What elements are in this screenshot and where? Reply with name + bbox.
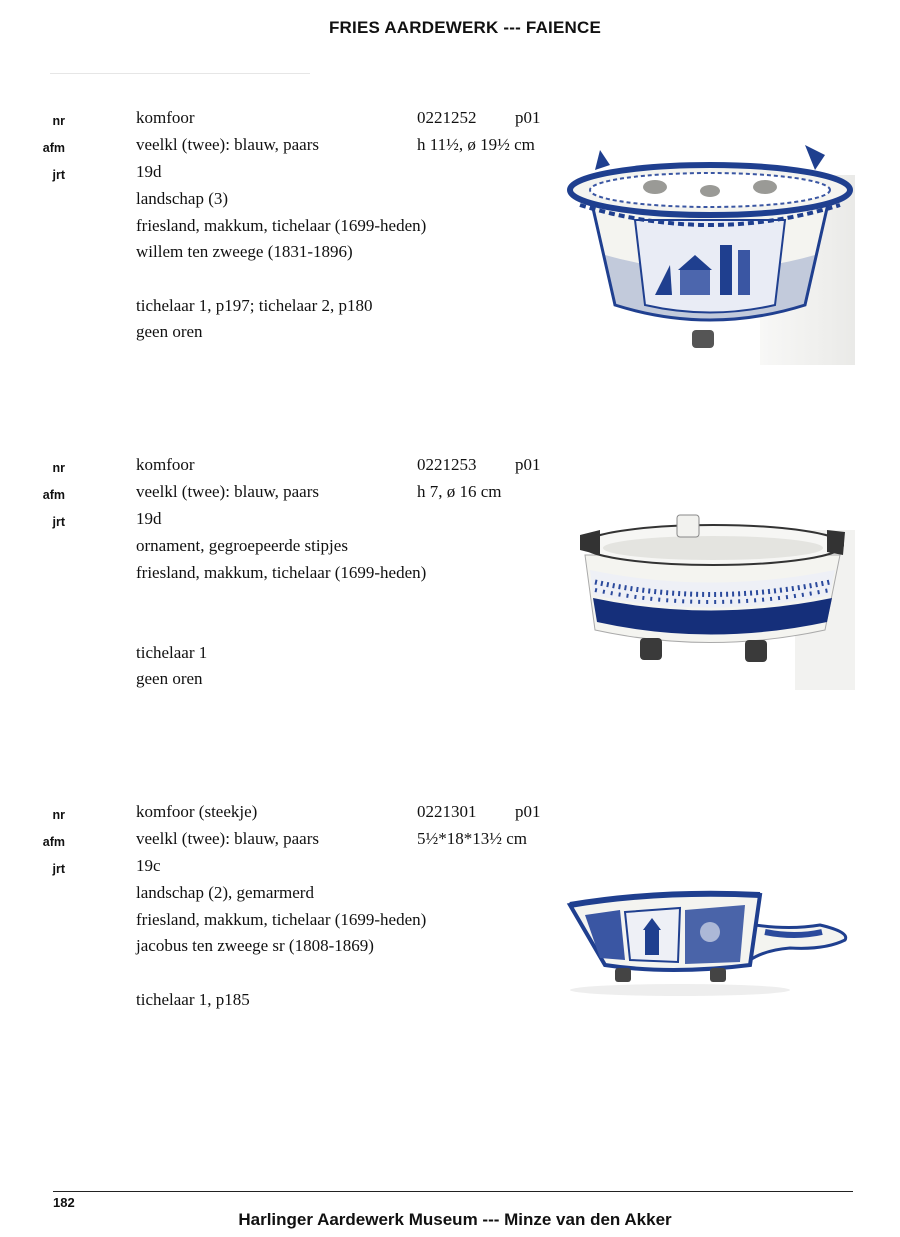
value-literatuur: tichelaar 1 bbox=[136, 643, 208, 662]
label-nr: nr bbox=[52, 461, 65, 475]
value-afm: 5½*18*13½ cm bbox=[417, 829, 528, 848]
row-opmerking bbox=[0, 1016, 560, 1042]
row-voorstelling bbox=[0, 883, 560, 909]
row-literatuur bbox=[0, 990, 560, 1016]
row-opmerking bbox=[0, 669, 560, 695]
value-literatuur: tichelaar 1, p197; tichelaar 2, p180 bbox=[136, 296, 373, 315]
row-fabrikaat bbox=[0, 910, 560, 936]
komfoor-steekje-photo bbox=[560, 870, 855, 1005]
value-fabrikaat: friesland, makkum, tichelaar (1699-heden) bbox=[136, 910, 427, 929]
footer-rule bbox=[53, 1191, 853, 1192]
value-voorwerp: komfoor bbox=[136, 108, 195, 127]
value-afm: h 11½, ø 19½ cm bbox=[417, 135, 535, 154]
label-nr: nr bbox=[52, 808, 65, 822]
row-opschrift bbox=[0, 696, 560, 722]
row-datering bbox=[0, 162, 560, 188]
row-voorwerp bbox=[0, 455, 560, 481]
value-voorstelling: landschap (3) bbox=[136, 189, 229, 208]
value-voorstelling: landschap (2), gemarmerd bbox=[136, 883, 314, 902]
row-voorbeeld bbox=[0, 269, 560, 295]
label-afm: afm bbox=[42, 488, 65, 502]
row-voorwerp bbox=[0, 108, 560, 134]
komfoor-photo bbox=[565, 510, 855, 690]
value-schilder: jacobus ten zweege sr (1808-1869) bbox=[136, 936, 374, 955]
value-nr: 0221253 bbox=[417, 455, 477, 474]
value-literatuur: tichelaar 1, p185 bbox=[136, 990, 250, 1009]
row-opschrift bbox=[0, 1043, 560, 1069]
footer-title: Harlinger Aardewerk Museum --- Minze van den Akker bbox=[238, 1210, 672, 1229]
row-fabrikaat bbox=[0, 563, 560, 589]
row-datering bbox=[0, 856, 560, 882]
value-kleur: veelkl (twee): blauw, paars bbox=[136, 135, 319, 154]
value-opmerking: geen oren bbox=[136, 669, 203, 688]
value-page-code: p01 bbox=[515, 802, 541, 821]
label-jrt: jrt bbox=[52, 862, 65, 876]
header-rule bbox=[50, 73, 310, 74]
value-kleur: veelkl (twee): blauw, paars bbox=[136, 482, 319, 501]
row-schilder bbox=[0, 589, 560, 615]
row-literatuur bbox=[0, 643, 560, 669]
row-voorwerp bbox=[0, 802, 560, 828]
row-opschrift bbox=[0, 349, 560, 375]
row-voorbeeld bbox=[0, 616, 560, 642]
row-schilder bbox=[0, 936, 560, 962]
komfoor-photo bbox=[560, 135, 855, 365]
page-header-title: FRIES AARDEWERK --- FAIENCE bbox=[328, 18, 602, 37]
row-kleur bbox=[0, 135, 560, 161]
label-nr: nr bbox=[52, 114, 65, 128]
label-afm: afm bbox=[42, 141, 65, 155]
value-schilder: willem ten zweege (1831-1896) bbox=[136, 242, 353, 261]
value-voorwerp: komfoor bbox=[136, 455, 195, 474]
value-datering: 19d bbox=[136, 509, 162, 528]
value-voorstelling: ornament, gegroepeerde stipjes bbox=[136, 536, 348, 555]
value-fabrikaat: friesland, makkum, tichelaar (1699-heden) bbox=[136, 216, 427, 235]
value-fabrikaat: friesland, makkum, tichelaar (1699-heden) bbox=[136, 563, 427, 582]
row-kleur bbox=[0, 482, 560, 508]
value-afm: h 7, ø 16 cm bbox=[417, 482, 502, 501]
row-literatuur bbox=[0, 296, 560, 322]
row-fabrikaat bbox=[0, 216, 560, 242]
label-afm: afm bbox=[42, 835, 65, 849]
value-datering: 19d bbox=[136, 162, 162, 181]
value-datering: 19c bbox=[136, 856, 161, 875]
label-jrt: jrt bbox=[52, 515, 65, 529]
value-page-code: p01 bbox=[515, 455, 541, 474]
value-kleur: veelkl (twee): blauw, paars bbox=[136, 829, 319, 848]
value-opmerking: geen oren bbox=[136, 322, 203, 341]
value-voorwerp: komfoor (steekje) bbox=[136, 802, 258, 821]
row-voorstelling bbox=[0, 189, 560, 215]
label-jrt: jrt bbox=[52, 168, 65, 182]
row-voorbeeld bbox=[0, 963, 560, 989]
row-kleur bbox=[0, 829, 560, 855]
value-page-code: p01 bbox=[515, 108, 541, 127]
value-nr: 0221252 bbox=[417, 108, 477, 127]
page-number: 182 bbox=[53, 1195, 75, 1210]
row-opmerking bbox=[0, 322, 560, 348]
row-datering bbox=[0, 509, 560, 535]
row-voorstelling bbox=[0, 536, 560, 562]
row-schilder bbox=[0, 242, 560, 268]
value-nr: 0221301 bbox=[417, 802, 477, 821]
